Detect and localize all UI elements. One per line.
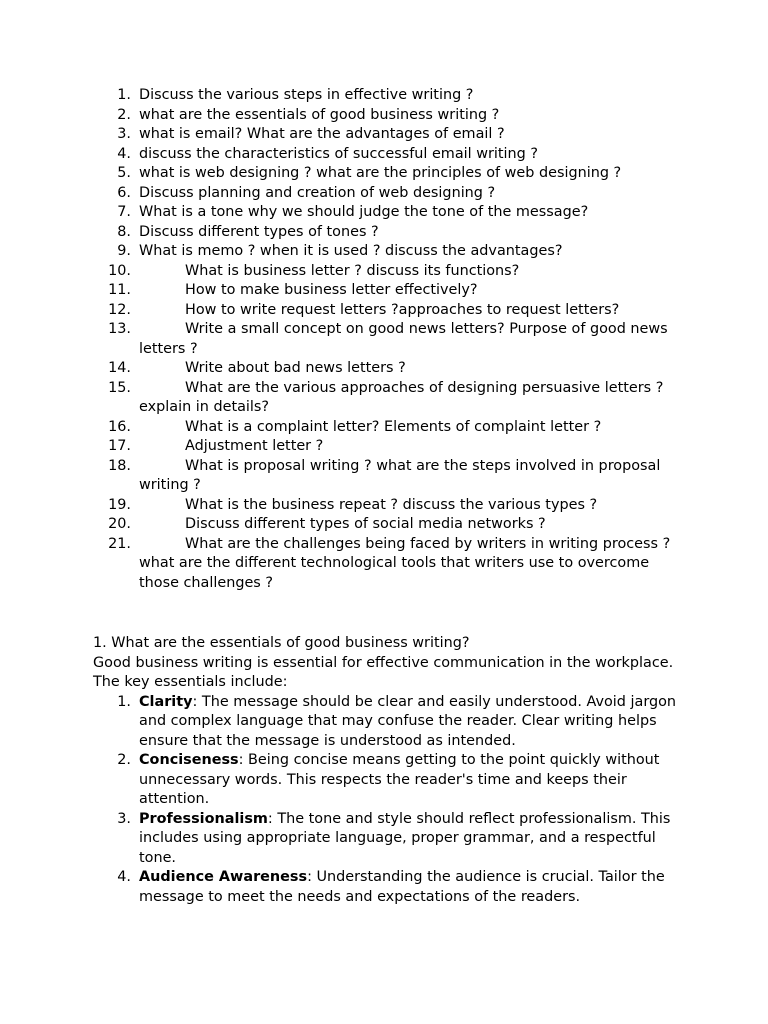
question-item bbox=[0, 184, 679, 204]
question-text: what is web designing ? what are the principles of web designing ? bbox=[139, 165, 622, 181]
question-text: Discuss different types of social media networks ? bbox=[185, 516, 546, 532]
question-item bbox=[0, 535, 679, 594]
question-text: Discuss different types of tones ? bbox=[139, 223, 379, 240]
question-text: What is business letter ? discuss its functions? bbox=[185, 262, 520, 279]
question-item bbox=[0, 223, 679, 243]
essential-number: 3. bbox=[117, 810, 131, 827]
essential-item bbox=[93, 751, 684, 810]
essential-item bbox=[93, 810, 684, 869]
question-number: 5. bbox=[117, 165, 131, 181]
question-number: 8. bbox=[117, 223, 131, 240]
essential-term: Professionalism bbox=[139, 810, 268, 827]
essential-number: 2. bbox=[117, 752, 131, 768]
question-item bbox=[0, 125, 679, 145]
question-list bbox=[0, 86, 768, 593]
essential-term: Audience Awareness bbox=[139, 869, 308, 885]
question-number: 20. bbox=[108, 516, 131, 532]
question-item bbox=[0, 281, 679, 301]
question-item bbox=[0, 359, 679, 379]
question-text: Write a small concept on good news letters? Purpose of good news letters ? bbox=[139, 321, 668, 357]
question-text: Discuss planning and creation of web designing ? bbox=[139, 184, 496, 201]
question-text: Adjustment letter ? bbox=[185, 438, 324, 454]
question-item bbox=[0, 301, 679, 321]
question-number: 17. bbox=[108, 438, 131, 454]
essential-item bbox=[93, 868, 684, 907]
question-number: 12. bbox=[108, 301, 131, 318]
essential-number: 4. bbox=[117, 869, 131, 885]
question-text: discuss the characteristics of successful email writing ? bbox=[139, 145, 539, 162]
question-number: 4. bbox=[117, 145, 131, 162]
essential-text: : Being concise means getting to the point quickly without unnecessary words. This respects the reader's time and keeps their attention. bbox=[139, 752, 660, 807]
question-item bbox=[0, 86, 679, 106]
question-number: 15. bbox=[108, 379, 131, 396]
question-text: What is a complaint letter? Elements of complaint letter ? bbox=[185, 418, 602, 435]
question-number: 11. bbox=[108, 282, 131, 298]
question-item bbox=[0, 457, 679, 496]
essential-text: : The message should be clear and easily understood. Avoid jargon and complex language that may confuse the reader. Clear writing helps ensure that the message is understood as intended. bbox=[139, 693, 677, 749]
question-number: 2. bbox=[117, 106, 131, 123]
question-text: what is email? What are the advantages of email ? bbox=[139, 126, 505, 142]
question-text: How to write request letters ?approaches to request letters? bbox=[185, 301, 620, 318]
question-text: Discuss the various steps in effective writing ? bbox=[139, 87, 474, 103]
question-item bbox=[0, 164, 679, 184]
question-text: What are the challenges being faced by writers in writing process ? what are the different technological tools that writers use to overcome those challenges ? bbox=[139, 535, 671, 591]
answer-intro: Good business writing is essential for effective communication in the workplace. The key essentials include: bbox=[93, 654, 674, 690]
question-number: 9. bbox=[117, 243, 131, 259]
question-text: what are the essentials of good business writing ? bbox=[139, 106, 500, 123]
essential-text: : Understanding the audience is crucial. Tailor the message to meet the needs and expectations of the readers. bbox=[139, 869, 665, 905]
essential-term: Clarity bbox=[139, 693, 193, 710]
question-text: What are the various approaches of designing persuasive letters ? explain in details? bbox=[139, 379, 664, 415]
question-number: 3. bbox=[117, 126, 131, 142]
question-number: 21. bbox=[108, 535, 131, 552]
question-item bbox=[0, 106, 679, 126]
essential-number: 1. bbox=[117, 693, 131, 710]
essential-term: Conciseness bbox=[139, 752, 239, 768]
question-number: 14. bbox=[108, 360, 131, 376]
question-number: 6. bbox=[117, 184, 131, 201]
question-item bbox=[0, 320, 679, 359]
question-text: How to make business letter effectively? bbox=[185, 282, 478, 298]
question-number: 7. bbox=[117, 204, 131, 220]
question-item bbox=[0, 496, 679, 516]
question-item bbox=[0, 437, 679, 457]
question-number: 18. bbox=[108, 457, 131, 474]
question-text: What is the business repeat ? discuss the various types ? bbox=[185, 496, 598, 513]
answer-section bbox=[93, 634, 693, 907]
essentials-list bbox=[93, 693, 693, 908]
question-item bbox=[0, 379, 679, 418]
question-item bbox=[0, 145, 679, 165]
question-text: What is proposal writing ? what are the steps involved in proposal writing ? bbox=[139, 457, 661, 493]
question-item bbox=[0, 418, 679, 438]
question-number: 16. bbox=[108, 418, 131, 435]
question-text: Write about bad news letters ? bbox=[185, 360, 406, 376]
question-text: What is a tone why we should judge the tone of the message? bbox=[139, 204, 589, 220]
answer-heading: 1. What are the essentials of good business writing? bbox=[93, 635, 470, 651]
question-number: 1. bbox=[117, 87, 131, 103]
question-text: What is memo ? when it is used ? discuss the advantages? bbox=[139, 243, 563, 259]
essential-item bbox=[93, 693, 684, 752]
essential-text: : The tone and style should reflect professionalism. This includes using appropriate language, proper grammar, and a respectful tone. bbox=[139, 810, 671, 866]
question-item bbox=[0, 262, 679, 282]
question-number: 13. bbox=[108, 321, 131, 337]
question-number: 19. bbox=[108, 496, 131, 513]
question-item bbox=[0, 515, 679, 535]
question-item bbox=[0, 242, 679, 262]
question-item bbox=[0, 203, 679, 223]
question-number: 10. bbox=[108, 262, 131, 279]
